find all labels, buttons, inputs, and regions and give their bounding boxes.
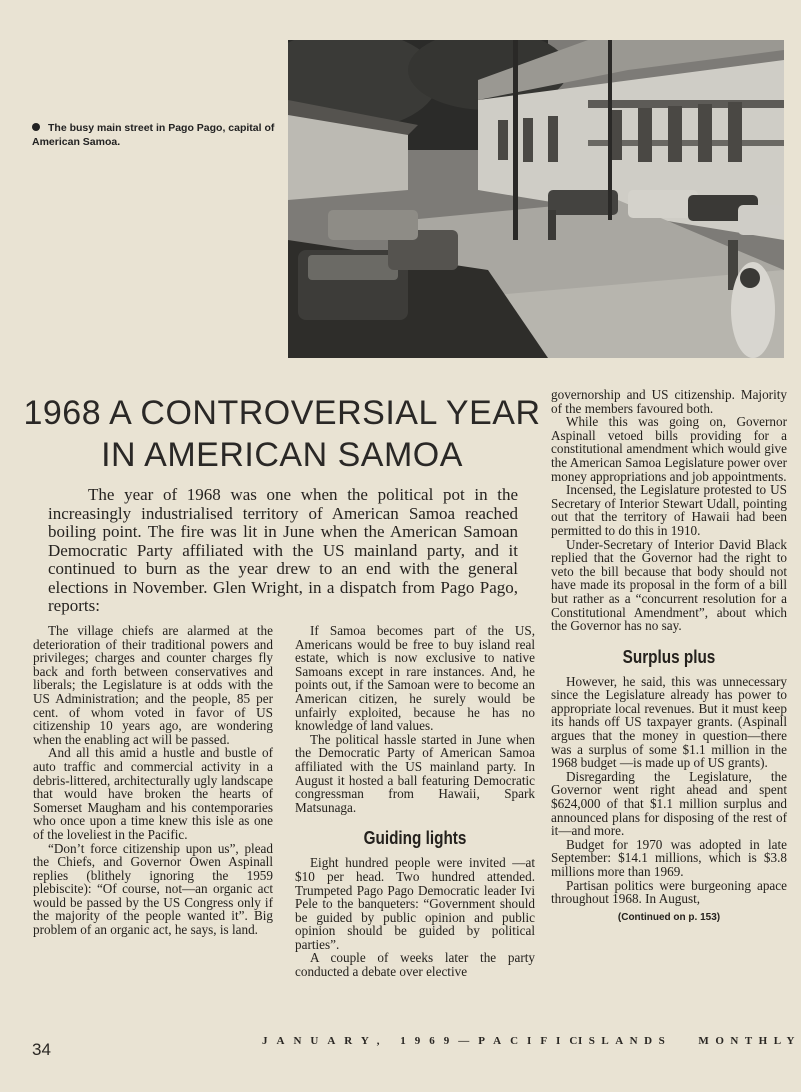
paragraph: Disregarding the Legislature, the Governor went right ahead and spent $624,000 of that $1.1 million surplus and announced plans for disposing of the rest of it—and more. — [551, 768, 787, 839]
article-intro: The year of 1968 was one when the political pot in the increasingly industrialised territory of American Samoa reached boiling point. The fire was lit in June when the American Samoan Democratic Party affiliated with the US mainland party, and it continued to burn as the year drew to an end with the general elections in November. Glen Wright, in a dispatch from Pago Pago, reports: — [48, 485, 518, 615]
photo-caption — [32, 121, 282, 149]
paragraph: Partisan politics were burgeoning apace throughout 1968. In August, — [551, 877, 787, 907]
street-photo-illustration — [288, 40, 784, 358]
column-3 — [551, 388, 787, 924]
street-photo — [288, 40, 784, 358]
paragraph: Under-Secretary of Interior David Black replied that the Governor had the right to veto the bill because that body should not have made its proposal in the form of a bill but rather as a “concurrent resolution for a Constitutional Amendment”, about which the Governor has no say. — [551, 536, 787, 634]
photo-caption-text: The busy main street in Pago Pago, capital of American Samoa. — [32, 122, 275, 148]
column-2 — [295, 624, 535, 979]
footer-publication: ISLANDS MONTHLY — [578, 1035, 801, 1047]
column-1 — [33, 624, 273, 937]
paragraph: A couple of weeks later the party conducted a debate over elective — [295, 950, 535, 980]
paragraph: “Don’t force citizenship upon us”, plead the Chiefs, and Governor Owen Aspinall replies (blithely ignoring the 1959 plebiscite): “Of course, not—an organic act would be passed by the US Congress only if the majority of the people wanted it”. Big problem of an organic act, he says, is land. — [33, 840, 273, 938]
paragraph: Eight hundred people were invited —at $10 per head. Two hundred attended. Trumpeted Pago Pago Democratic leader Ivi Pele to the banqueters: “Government should be guided by public opinion and public opinion should be guided by political parties”. — [295, 855, 535, 952]
article-title — [20, 392, 544, 476]
article-title-line-2: IN AMERICAN SAMOA — [101, 436, 463, 474]
paragraph: And all this amid a hustle and bustle of auto traffic and commercial activity in a debris-littered, architecturally ugly landscape that would have broken the hearts of Somerset Maugham and his contemporaries who once upon a time knew this isle as one of the loveliest in the Pacific. — [33, 745, 273, 842]
page-number: 34 — [32, 1040, 51, 1059]
page-footer — [0, 1032, 801, 1059]
paragraph: If Samoa becomes part of the US, Americans would be free to buy island real estate, which is now exclusive to native Samoans except in rare instances. And, he points out, if the Samoan were to become an American citizen, he surely would be unfairly exploited, because he has no knowledge of land values. — [295, 623, 535, 734]
paragraph: Incensed, the Legislature protested to US Secretary of Interior Stewart Udall, pointing out that the territory of Hawaii had been permitted to do this in 1910. — [551, 482, 787, 538]
paragraph: The village chiefs are alarmed at the deterioration of their traditional powers and privileges; charges and counter charges fly back and forth between conservatives and liberals; the Legislature is at odds with the US Administration; and the people, 85 per cent. of whom voted in favor of US citizenship 10 years ago, are wondering when the enabling act will be passed. — [33, 623, 273, 747]
subheading-surplus-plus: Surplus plus — [622, 646, 716, 667]
continued-note: (Continued on p. 153) — [617, 911, 721, 923]
bullet-icon — [32, 123, 40, 131]
subheading-guiding-lights: Guiding lights — [363, 828, 467, 849]
paragraph: Budget for 1970 was adopted in late September: $14.1 millions, which is $3.8 millions more than 1969. — [551, 836, 787, 879]
paragraph: However, he said, this was unnecessary since the Legislature already has power to appropriate local revenues. But it must keep its hands off US taxpayer grants. (Aspinall argues that the money in question—there was a surplus of some $1.1 million in the 1968 budget —is made up of US grants). — [551, 673, 787, 771]
paragraph: While this was going on, Governor Aspinall vetoed bills providing for a constitutional amendment which would give the American Samoa Legislature power over money appropriations and job appointments. — [551, 414, 787, 484]
article-title-line-1: 1968 A CONTROVERSIAL YEAR — [23, 394, 541, 432]
footer-issue: JANUARY, 1969—PACIFIC — [262, 1035, 587, 1047]
paragraph: governorship and US citizenship. Majority of the members favoured both. — [551, 387, 787, 416]
paragraph: The political hassle started in June when the Democratic Party of American Samoa affiliated with the US mainland party. In August it hosted a ball featuring Democratic congressman from Hawaii, Spark Matsunaga. — [295, 731, 535, 815]
